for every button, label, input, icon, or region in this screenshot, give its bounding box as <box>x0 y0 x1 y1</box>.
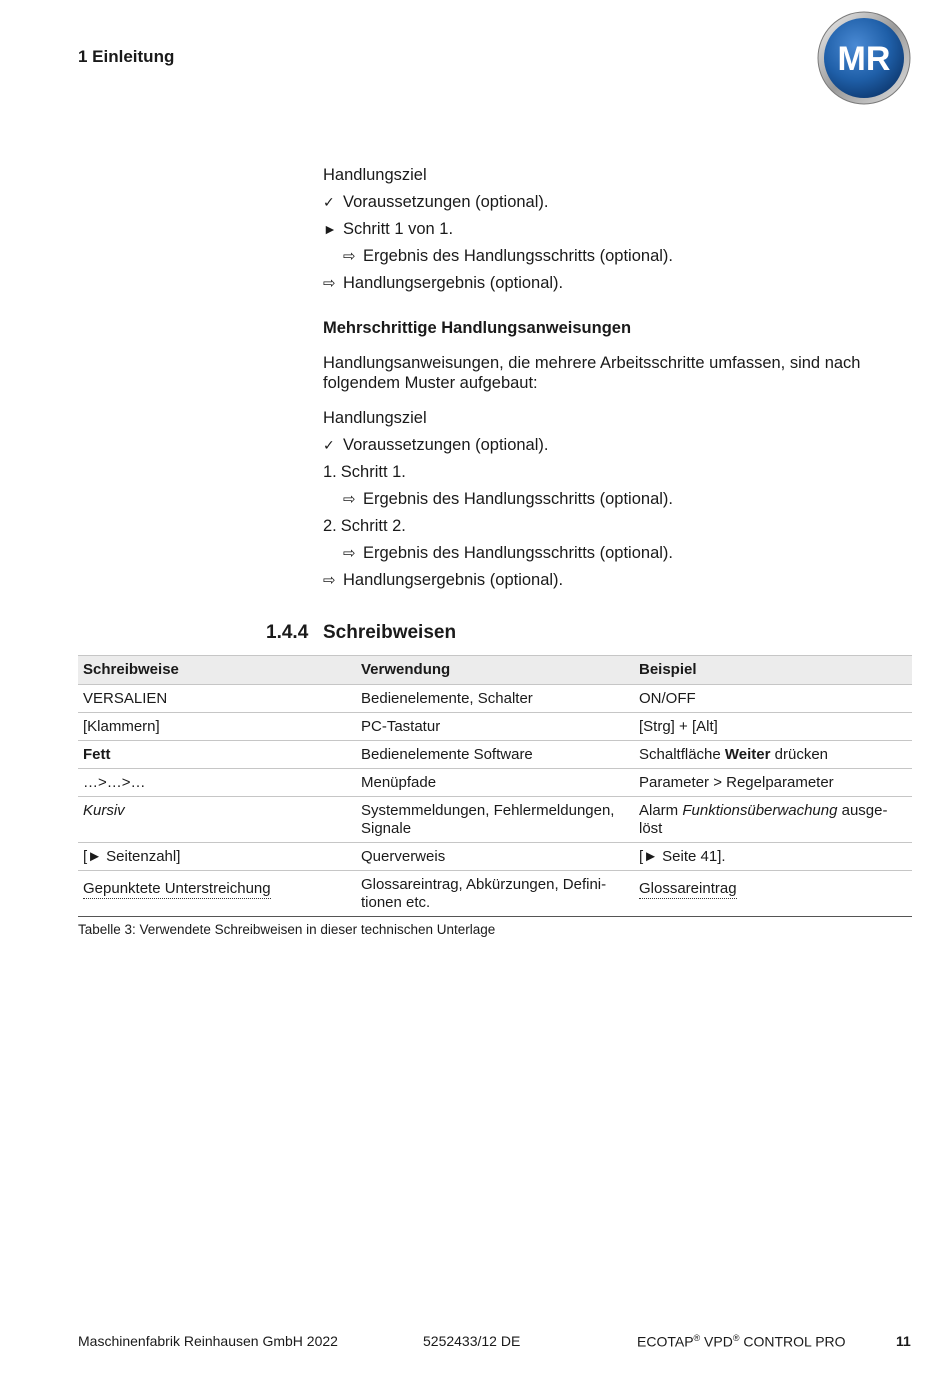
table-caption: Tabelle 3: Verwendete Schreibweisen in dieser technischen Unterlage <box>78 922 496 937</box>
table-cell: Fett <box>78 741 356 769</box>
glossary-link: Gepunktete Unterstreichung <box>83 880 271 897</box>
table-cell: Menüpfade <box>356 769 634 797</box>
table-cell: Bedienelemente, Schalter <box>356 685 634 713</box>
table-cell: Kursiv <box>78 797 356 843</box>
table-cell: [Strg] + [Alt] <box>634 713 912 741</box>
step2-line: 2. Schritt 2. <box>323 517 406 535</box>
table-cell: Schaltfläche Weiter drücken <box>634 741 912 769</box>
footer-company: Maschinenfabrik Reinhausen GmbH 2022 <box>78 1333 338 1349</box>
table-cell: [► Seitenzahl] <box>78 843 356 871</box>
arrow-icon: ⇨ <box>323 275 336 292</box>
arrow-icon: ⇨ <box>323 572 336 589</box>
goal-line: Handlungsziel <box>323 409 427 427</box>
step1-line: 1. Schritt 1. <box>323 463 406 481</box>
glossary-link: Glossareintrag <box>639 880 737 897</box>
section-title: Schreibweisen <box>323 622 457 643</box>
table-cell: Systemmeldungen, Fehlermeldungen, Signale <box>356 797 634 843</box>
table-cell: [Klammern] <box>78 713 356 741</box>
section-number: 1.4.4 <box>266 622 309 643</box>
table-header-row <box>78 656 912 685</box>
logo-text: MR <box>837 40 891 78</box>
check-icon: ✓ <box>323 194 335 210</box>
table-cell: Alarm Funktionsüberwachung ausge- löst <box>634 797 912 843</box>
mr-logo <box>816 10 912 106</box>
prereq-line: ✓ Voraussetzungen (optional). <box>323 432 913 459</box>
conventions-table <box>78 655 912 917</box>
step1-result-line: ⇨ Ergebnis des Handlungsschritts (optional). <box>323 486 913 513</box>
chapter-title: 1 Einleitung <box>78 47 175 66</box>
table-cell <box>78 871 356 917</box>
arrow-icon: ⇨ <box>343 491 356 508</box>
step-result-line: ⇨ Ergebnis des Handlungsschritts (optional). <box>323 243 913 270</box>
multi-heading: Mehrschrittige Handlungsanweisungen <box>323 319 632 337</box>
table-row <box>78 871 912 917</box>
table-cell: PC-Tastatur <box>356 713 634 741</box>
table-cell: Querverweis <box>356 843 634 871</box>
table-cell: VERSALIEN <box>78 685 356 713</box>
table-cell: Parameter > Regelparameter <box>634 769 912 797</box>
table-cell[interactable] <box>634 871 912 917</box>
footer-product: ECOTAP® VPD® CONTROL PRO <box>637 1333 846 1350</box>
check-icon: ✓ <box>323 437 335 453</box>
footer-doc-number: 5252433/12 DE <box>423 1333 521 1349</box>
step-line: ► Schritt 1 von 1. <box>323 216 913 243</box>
table-cell: Glossareintrag, Abkürzungen, Defini- tionen etc. <box>356 871 634 917</box>
prereq-line: ✓ Voraussetzungen (optional). <box>323 189 913 216</box>
triangle-icon: ► <box>323 221 337 237</box>
table-cell: Bedienelemente Software <box>356 741 634 769</box>
col-header: Schreibweise <box>78 656 356 685</box>
table-row <box>78 713 912 741</box>
multi-intro: Handlungsanweisungen, die mehrere Arbeitsschritte umfassen, sind nach folgendem Muster aufgebaut: <box>323 354 861 392</box>
table-cell: ON/OFF <box>634 685 912 713</box>
table-cell: …>…>… <box>78 769 356 797</box>
arrow-icon: ⇨ <box>343 545 356 562</box>
col-header: Beispiel <box>634 656 912 685</box>
table-cell: [► Seite 41]. <box>634 843 912 871</box>
action-result-line: ⇨ Handlungsergebnis (optional). <box>323 567 913 594</box>
table-row <box>78 769 912 797</box>
table-row <box>78 797 912 843</box>
goal-line: Handlungsziel <box>323 166 427 184</box>
table-row <box>78 685 912 713</box>
col-header: Verwendung <box>356 656 634 685</box>
arrow-icon: ⇨ <box>343 248 356 265</box>
page-number: 11 <box>896 1333 911 1349</box>
action-result-line: ⇨ Handlungsergebnis (optional). <box>323 270 913 297</box>
table-row <box>78 843 912 871</box>
step2-result-line: ⇨ Ergebnis des Handlungsschritts (optional). <box>323 540 913 567</box>
table-row <box>78 741 912 769</box>
